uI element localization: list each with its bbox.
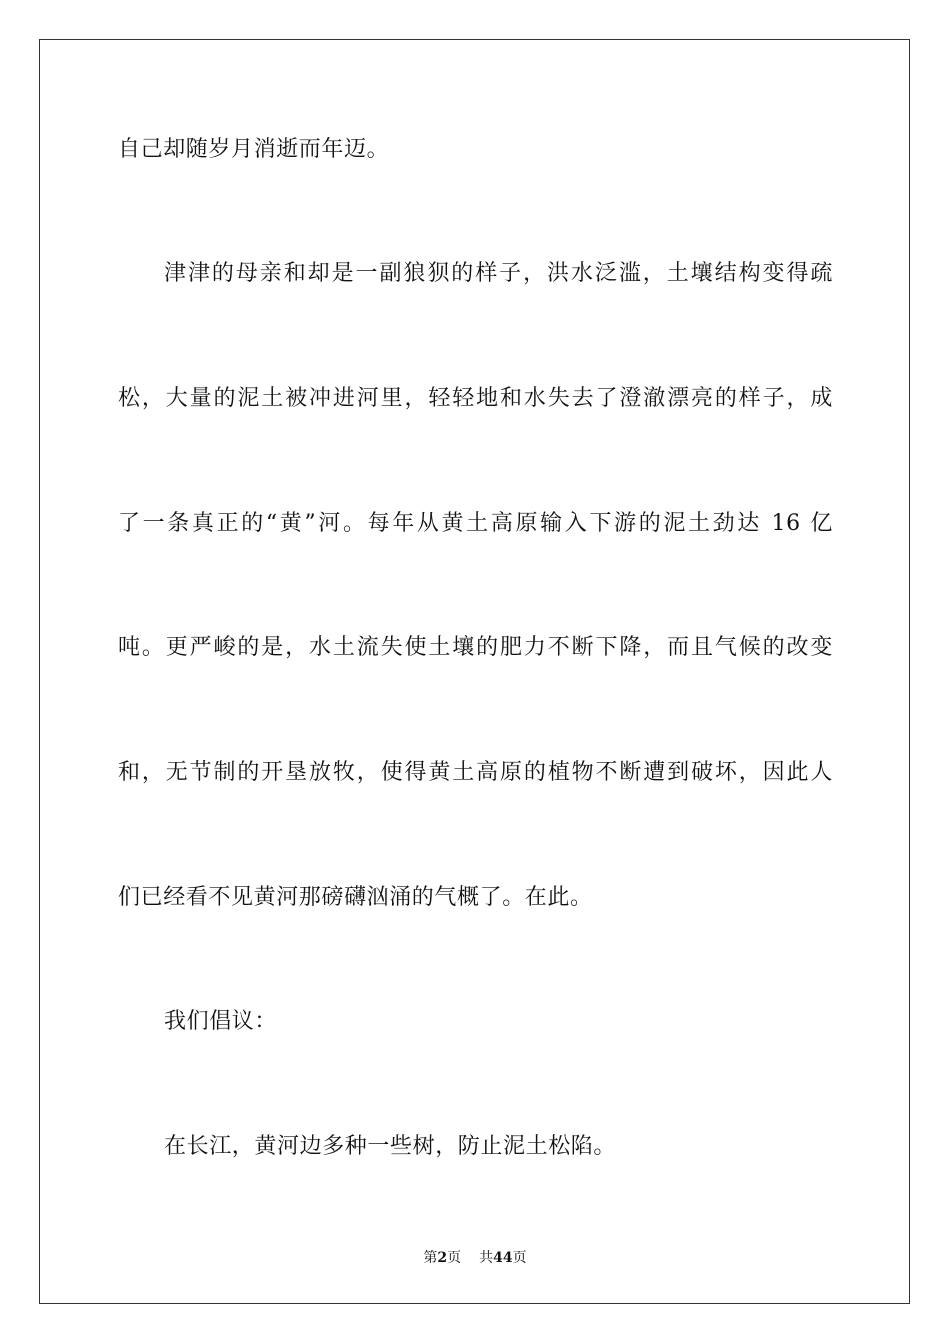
footer-page-prefix: 第 [423, 1250, 438, 1266]
paragraph-line-1: 自己却随岁月消逝而年迈。 [118, 137, 390, 162]
paragraph-line-5: 吨。更严峻的是，水土流失使土壤的肥力不断下降，而且气候的改变 [118, 635, 833, 660]
proposal-heading: 我们倡议： [164, 1009, 278, 1034]
page-border [39, 39, 910, 1304]
footer-total-prefix: 共 [479, 1250, 494, 1266]
footer-total-pages: 44 [493, 1250, 513, 1266]
paragraph-line-4: 了一条真正的“黄”河。每年从黄土高原输入下游的泥土劲达 16 亿 [118, 511, 833, 536]
page-footer [0, 1249, 950, 1267]
paragraph-line-7: 们已经看不见黄河那磅礴汹涌的气概了。在此。 [118, 885, 593, 910]
paragraph-line-2: 津津的母亲和却是一副狼狈的样子，洪水泛滥，土壤结构变得疏 [164, 261, 833, 286]
paragraph-line-6: 和，无节制的开垦放牧，使得黄土高原的植物不断遭到破坏，因此人 [118, 760, 833, 785]
footer-total-suffix: 页 [512, 1250, 527, 1266]
footer-page-number: 2 [437, 1250, 448, 1266]
footer-page-suffix: 页 [447, 1250, 462, 1266]
proposal-item: 在长江，黄河边多种一些树，防止泥土松陷。 [164, 1134, 617, 1159]
paragraph-line-3: 松，大量的泥土被冲进河里，轻轻地和水失去了澄澈漂亮的样子，成 [118, 386, 833, 411]
